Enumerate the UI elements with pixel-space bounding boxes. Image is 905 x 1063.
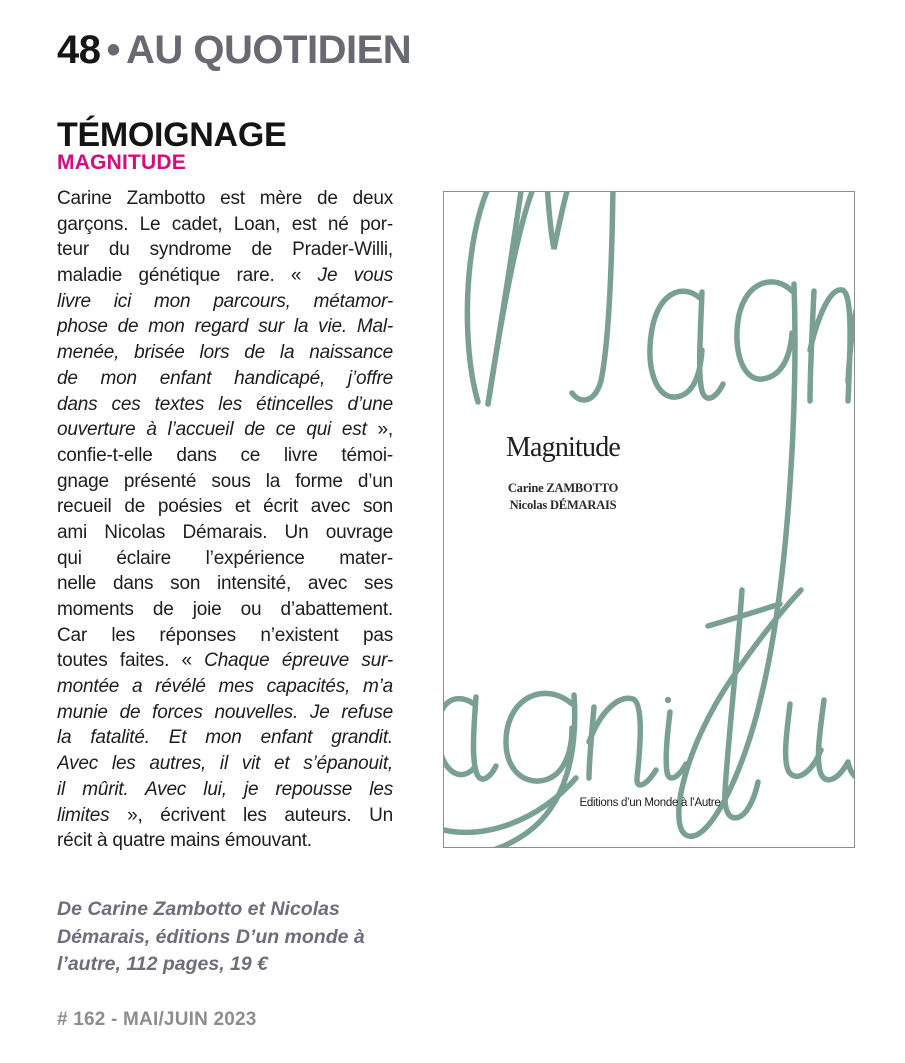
script-lettering-top bbox=[467, 192, 855, 836]
body-line: phose de mon regard sur la vie. Mal- bbox=[57, 316, 393, 338]
header-bullet: • bbox=[106, 28, 121, 72]
body-line: livre ici mon parcours, métamor- bbox=[57, 290, 393, 312]
book-cover bbox=[443, 191, 855, 848]
book-author: Carine ZAMBOTTO bbox=[507, 481, 619, 495]
body-line: munie de forces nouvelles. Je refuse bbox=[57, 701, 393, 723]
body-line: de mon enfant handicapé, j’offre bbox=[57, 367, 393, 389]
book-author: Nicolas DÉMARAIS bbox=[509, 498, 617, 512]
book-publisher: Editions d’un Monde à l’Autre bbox=[579, 797, 721, 809]
section-title: AU QUOTIDIEN bbox=[126, 28, 412, 72]
credit-line: Démarais, éditions D’un monde à bbox=[57, 925, 365, 948]
article-category: TÉMOIGNAGE bbox=[57, 116, 287, 154]
credit-line: De Carine Zambotto et Nicolas bbox=[57, 898, 340, 920]
body-line: ouverture à l’accueil de ce qui est », bbox=[57, 419, 393, 441]
book-authors bbox=[444, 480, 682, 514]
body-line: menée, brisée lors de la naissance bbox=[57, 342, 393, 364]
body-line: moments de joie ou d’abattement. bbox=[57, 599, 393, 620]
page-number: 48 bbox=[57, 28, 101, 72]
article-title: MAGNITUDE bbox=[57, 151, 186, 174]
credit-line: l’autre, 112 pages, 19 € bbox=[57, 953, 269, 975]
article-body bbox=[57, 186, 393, 854]
body-line: qui éclaire l’expérience mater- bbox=[57, 547, 393, 569]
body-line: recueil de poésies et écrit avec son bbox=[57, 496, 393, 518]
body-line: dans ces textes les étincelles d’une bbox=[57, 393, 393, 415]
body-line: maladie génétique rare. « Je vous bbox=[57, 265, 393, 287]
issue-footer: # 162 - MAI/JUIN 2023 bbox=[57, 1009, 257, 1030]
body-line: garçons. Le cadet, Loan, est né por- bbox=[57, 213, 393, 235]
body-line: Avec les autres, il vit et s’épanouit, bbox=[57, 753, 393, 775]
body-line: récit à quatre mains émouvant. bbox=[57, 830, 312, 852]
page-header bbox=[57, 28, 411, 73]
body-line: il mûrit. Avec lui, je repousse les bbox=[57, 778, 393, 800]
decorative-script-lettering bbox=[444, 192, 855, 848]
body-line: ami Nicolas Démarais. Un ouvrage bbox=[57, 521, 393, 543]
body-line: nelle dans son intensité, avec ses bbox=[57, 573, 393, 595]
body-line: Carine Zambotto est mère de deux bbox=[57, 188, 393, 209]
body-line: limites », écrivent les auteurs. Un bbox=[57, 804, 393, 826]
body-line: teur du syndrome de Prader-Willi, bbox=[57, 239, 393, 261]
book-title: Magnitude bbox=[505, 432, 621, 463]
body-line: montée a révélé mes capacités, m’a bbox=[57, 676, 393, 698]
body-line: gnage présenté sous la forme d’un bbox=[57, 470, 393, 492]
body-line: Car les réponses n’existent pas bbox=[57, 624, 393, 646]
article-credit bbox=[57, 896, 407, 979]
body-line: confie-t-elle dans ce livre témoi- bbox=[57, 444, 393, 466]
body-line: la fatalité. Et mon enfant grandit. bbox=[57, 727, 393, 749]
script-lettering-bottom bbox=[444, 590, 855, 848]
body-line: toutes faites. « Chaque épreuve sur- bbox=[57, 650, 393, 672]
